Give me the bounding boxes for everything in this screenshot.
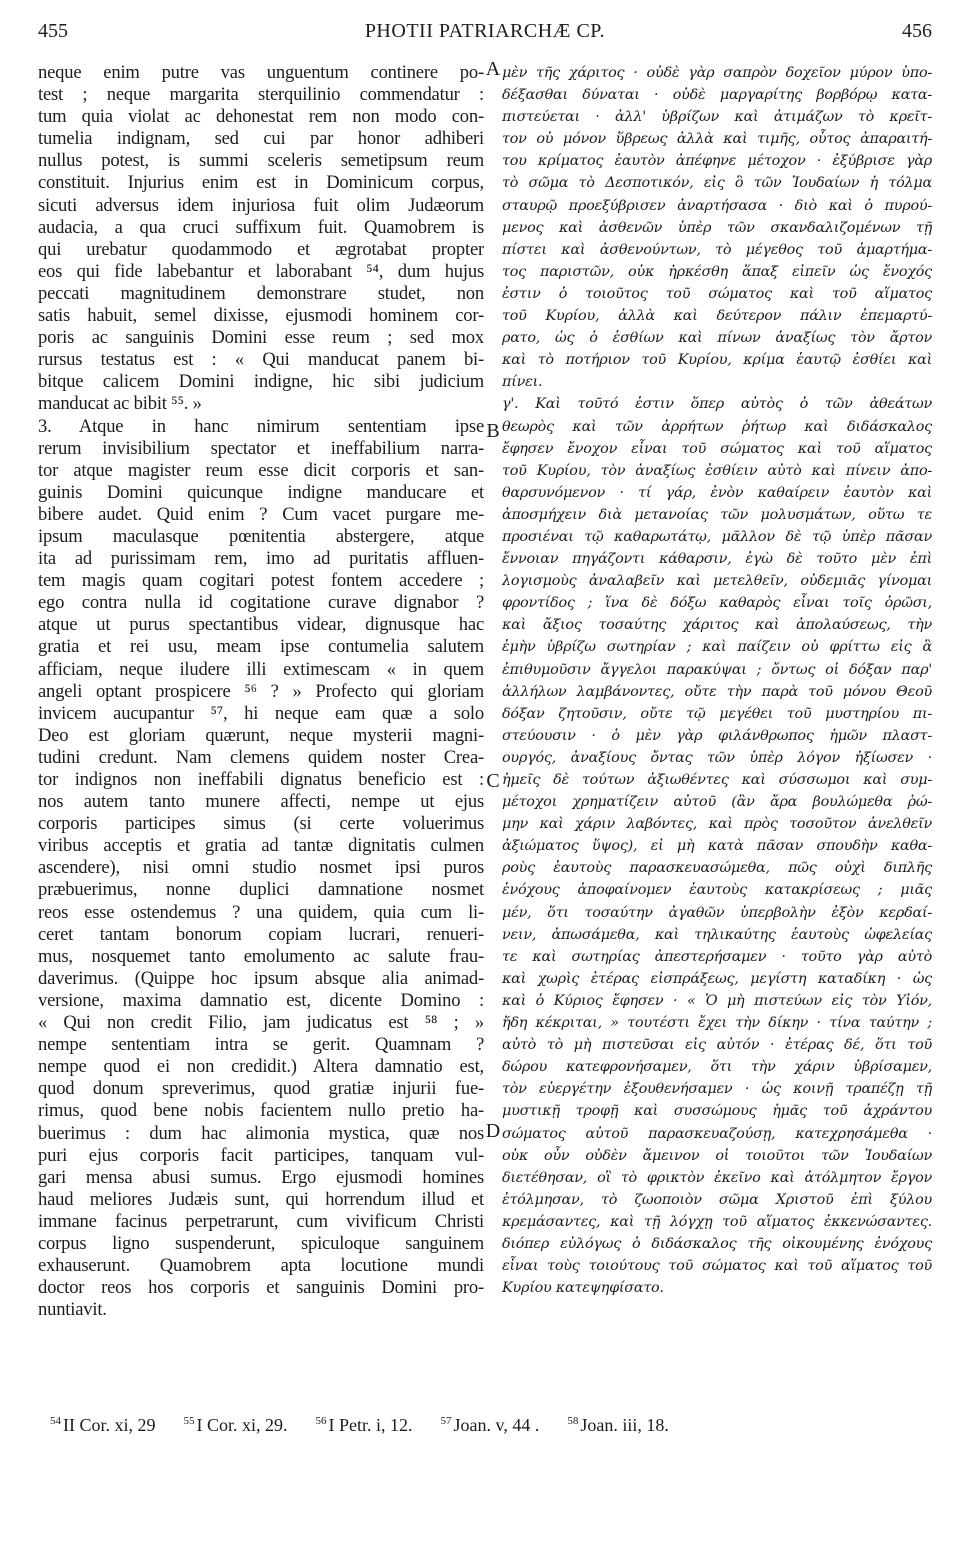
text-line: peccati magnitudinem demonstrare studet, non bbox=[38, 282, 484, 304]
text-line: eos qui fide labebantur et laborabant ⁵⁴, dum hujus bbox=[38, 260, 484, 282]
text-line: tum quia violat ac dehonestat rem non modo con- bbox=[38, 106, 484, 128]
text-line: θεωρὸς καὶ τῶν ἀρρήτων ῥήτωρ καὶ διδάσκαλος bbox=[502, 418, 932, 435]
text-line: buerimus : dum hac alimonia mystica, quæ nos bbox=[38, 1122, 484, 1144]
text-line: rerum invisibilium spectator et ineffabilium narra- bbox=[38, 437, 484, 459]
text-line: οὐκ οὖν οὐδὲν ἄμεινον οἱ τοιοῦτοι τῶν Ἰουδαίων bbox=[502, 1147, 932, 1164]
footnote-text: II Cor. xi, 29 bbox=[63, 1415, 156, 1435]
text-line: διετέθησαν, οἳ τὸ φρικτὸν ἐκεῖνο καὶ ἀτόλμητον ἔργον bbox=[502, 1169, 932, 1186]
text-line: μυστικῇ τροφῇ καὶ συσσώμους ἡμᾶς τοῦ ἀχράντου bbox=[502, 1103, 932, 1120]
text-line: δέξασθαι δύναται · οὐδὲ μαργαρίτης βορβόρῳ κατα- bbox=[502, 87, 932, 104]
text-line: αὐτὸ τὸ μὴ πιστεῦσαι εἰς αὐτόν · ἑτέρας δέ, ὅτι τοῦ bbox=[502, 1037, 932, 1054]
text-line: nullus potest, is summi sceleris semetipsum reum bbox=[38, 150, 484, 172]
footnote-number: 54 bbox=[50, 1415, 61, 1427]
text-line: bibere audet. Quid enim ? Cum vacet purgare me- bbox=[38, 503, 484, 525]
text-line: ἔννοιαν πηγάζοντι κάθαρσιν, ἐγὼ δὲ τοῦτο μὲν ἐπὶ bbox=[502, 551, 932, 568]
text-line: nos autem tanto munere affecti, nempe ut ejus bbox=[38, 791, 484, 813]
text-line: guinis Domini quicunque indigne manducare et bbox=[38, 481, 484, 503]
text-line: σώματος αὐτοῦ παρασκευαζούσῃ, κατεχρησάμεθα · bbox=[502, 1125, 932, 1142]
text-line: προσιέναι τῷ καθαρωτάτῳ, μᾶλλον δὲ τῷ ὑπὲρ πᾶσαν bbox=[502, 528, 932, 545]
text-line: manducat ac bibit ⁵⁵. » bbox=[38, 393, 202, 415]
text-line: μενος καὶ ἀσθενῶν ὑπὲρ τῶν σκανδαλιζομένων τῇ bbox=[502, 219, 932, 236]
text-line: ita ad purissimam rem, imo ad puritatis affluen- bbox=[38, 548, 484, 570]
text-line: νειν, ἀπωσάμεθα, καὶ τηλικαύτης ἑαυτοὺς ὠφελείας bbox=[502, 926, 932, 943]
footnote bbox=[50, 1415, 156, 1436]
text-line: μέν, ὅτι τοσαύτην ἀγαθῶν ὑπερβολὴν ἐξὸν κερδαί- bbox=[502, 904, 932, 921]
text-line: τὸ σῶμα τὸ Δεσποτικόν, εἰς ὃ τῶν Ἰουδαίων ἡ τόλμα bbox=[502, 175, 932, 192]
text-line: test ; neque margarita sterquilinio commendatur : bbox=[38, 84, 484, 106]
text-line: στεύουσιν · ὁ μὲν γὰρ φιλάνθρωπος ἡμῶν πλαστ- bbox=[502, 727, 932, 744]
text-line: διόπερ εὐλόγως ὁ διδάσκαλος τῆς οἰκουμένης ἐνόχους bbox=[502, 1235, 932, 1252]
text-line: rimus, quod bene nobis facientem nullo pretio ha- bbox=[38, 1100, 484, 1122]
text-line: ἀποσμήχειν διὰ μετανοίας τῶν μολυσμάτων, οὕτω τε bbox=[502, 506, 932, 523]
text-line: δόξαν ζητοῦσιν, οὔτε τῷ μεγέθει τοῦ μυστηρίου πι- bbox=[502, 705, 932, 722]
text-line: bitque calicem Domini indigne, hic sibi judicium bbox=[38, 371, 484, 393]
text-line: gratia et rei usu, meam ipse contumelia salutem bbox=[38, 636, 484, 658]
text-line: sicuti adversus idem injuriosa fuit olim Judæorum bbox=[38, 194, 484, 216]
footnote-text: Joan. iii, 18. bbox=[580, 1415, 669, 1435]
text-line: neque enim putre vas unguentum continere po- bbox=[38, 62, 484, 83]
text-line: ἐμὴν ὑβρίζω σωτηρίαν ; καὶ παίζειν οὐ φρίττω εἰς ἃ bbox=[502, 639, 932, 656]
footnotes bbox=[50, 1415, 930, 1436]
text-line: ἡμεῖς δὲ τούτων ἀξιωθέντες καὶ σύσσωμοι καὶ συμ- bbox=[502, 772, 932, 788]
text-line: ἀλλήλων λαμβάνοντες, οὔτε τὴν παρὰ τοῦ μόνου Θεοῦ bbox=[502, 683, 932, 700]
text-line: σταυρῷ προεξύβρισεν ἀναρτήσασα · διὸ καὶ ὁ πυρού- bbox=[502, 197, 932, 214]
text-line: καὶ ἄξιος τοσαύτης χάριτος καὶ ἀπολαύσεως, τὴν bbox=[502, 617, 932, 634]
text-line: Deo est gloriam quærunt, neque mysterii magni- bbox=[38, 724, 484, 746]
text-line: ροὺς ἑαυτοὺς παρασκευασώμεθα, πῶς οὐχὶ διπλῆς bbox=[502, 860, 932, 877]
text-line: constituit. Injurius enim est in Dominicum corpus, bbox=[38, 172, 484, 194]
text-line: doctor reos hos corporis et sanguinis Domini pro- bbox=[38, 1277, 484, 1299]
text-line: ουργός, ἀναξίους ὄντας τῶν ὑπὲρ λόγον ἠξίωσεν · bbox=[502, 749, 932, 766]
text-line: γ'. Καὶ τοῦτό ἐστιν ὅπερ αὐτὸς ὁ τῶν ἀθεάτων bbox=[502, 396, 932, 413]
text-line: ἐτόλμησαν, τὸ ζωοποιὸν σῶμα Χριστοῦ ἐπὶ ξύλου bbox=[502, 1191, 932, 1208]
text-line: tudini credunt. Nam clemens quidem noster Crea- bbox=[38, 746, 484, 768]
text-line: corporis participes simus (si certe voluerimus bbox=[38, 813, 484, 835]
text-line: gari mensa abusi sumus. Ergo ejusmodi homines bbox=[38, 1166, 484, 1188]
text-line: præbuerimus, nonne duplici damnatione nosmet bbox=[38, 879, 484, 901]
text-line: τε καὶ σωτηρίας ἀπεστερήσαμεν · τοῦτο γὰρ αὐτὸ bbox=[502, 948, 932, 965]
text-line: audacia, a qua cruci suffixum fuit. Quamobrem is bbox=[38, 216, 484, 238]
text-line: viribus acceptis et gratia ad tantæ dignitatis culmen bbox=[38, 835, 484, 857]
text-line: τοῦ Κυρίου, ἀλλὰ καὶ δεύτερον πάλιν ἐπεμαρτύ- bbox=[502, 308, 932, 325]
section-marker-c: C bbox=[486, 770, 500, 792]
text-line: afficiam, neque iludere illi extimescam « in quem bbox=[38, 658, 484, 680]
page-number-right: 456 bbox=[902, 20, 932, 42]
text-line: ascendere), nisi omni studio nosmet ipsi puros bbox=[38, 857, 484, 879]
text-line: qui urebatur quodammodo et ægrotabat propter bbox=[38, 238, 484, 260]
text-line: θαρσυνόμενον · τί γάρ, ἐνὸν καθαίρειν ἑαυτὸν καὶ bbox=[502, 484, 932, 501]
text-line: εἶναι τοὺς τοιούτους τοῦ σώματος καὶ τοῦ αἵματος τοῦ bbox=[502, 1258, 932, 1275]
text-line: rursus testatus est : « Qui manducat panem bi- bbox=[38, 349, 484, 371]
section-marker-d: D bbox=[485, 1120, 501, 1142]
footnote bbox=[316, 1415, 413, 1436]
text-line: 3. Atque in hanc nimirum sententiam ipse bbox=[38, 415, 484, 437]
text-line: του κρίματος ἑαυτὸν ἀπέφηνε μέτοχον · ἐξύβρισε γὰρ bbox=[502, 153, 932, 170]
text-line: tor atque magister reum esse dicit corporis et san- bbox=[38, 459, 484, 481]
footnote-number: 55 bbox=[183, 1415, 195, 1427]
text-line: φροντίδος ; ἵνα δὲ δόξω καθαρὸς εἶναι τοῖς ὁρῶσι, bbox=[502, 595, 932, 612]
text-line: ἐπιθυμοῦσιν ἄγγελοι παρακύψαι ; ὄντως οἱ δόξαν παρ' bbox=[502, 661, 932, 678]
text-line: πιστεύεται · ἀλλ' ὑβρίζων καὶ ἀτιμάζων τὸ κρεῖτ- bbox=[502, 109, 932, 126]
text-line: immane facinus perpetrarunt, cum vivificum Christi bbox=[38, 1210, 484, 1232]
text-line: τον οὐ μόνον ὕβρεως ἀλλὰ καὶ τιμῆς, οὗτος ἀπαραιτή- bbox=[502, 131, 932, 148]
text-line: quod donum spreverimus, quod gratiæ injurii fue- bbox=[38, 1078, 484, 1100]
text-line: τὸν εὐεργέτην ἐξουθενήσαμεν · ὡς κοινῇ τραπέζῃ τῇ bbox=[502, 1081, 932, 1098]
footnote bbox=[184, 1415, 288, 1436]
text-line: λογισμοὺς ἀναλαβεῖν καὶ μετελθεῖν, οὐδεμιᾶς γίνομαι bbox=[502, 573, 932, 590]
page-number-left: 455 bbox=[38, 20, 68, 42]
text-line: versione, maxima damnatio est, dicente Domino : bbox=[38, 989, 484, 1011]
text-line: ego contra nulla id cogitatione curave dignabor ? bbox=[38, 592, 484, 614]
text-line: δώρου κατεφρονήσαμεν, ὅτι τὴν χάριν ὑβρίσαμεν, bbox=[502, 1059, 932, 1076]
text-line: τος παριστῶν, οὐκ ἠρκέσθη ἅπαξ εἰπεῖν ὡς ἔνοχός bbox=[502, 263, 932, 280]
footnote bbox=[567, 1415, 669, 1436]
text-line: πίνει. bbox=[502, 374, 543, 391]
text-line: τοῦ Κυρίου, τὸν ἀναξίως ἐσθίειν αὐτὸ καὶ πίνειν ἀπο- bbox=[502, 462, 932, 479]
footnote bbox=[441, 1415, 540, 1436]
text-line: reos esse ostendemus ? una quidem, quia cum li- bbox=[38, 901, 484, 923]
text-line: ἐνόχους ἀποφαίνομεν ἑαυτοὺς κατακρίσεως ; μιᾶς bbox=[502, 882, 932, 899]
text-line: μὲν τῆς χάριτος · οὐδὲ γὰρ σαπρὸν δοχεῖον μύρον ὑπο- bbox=[502, 65, 932, 81]
text-line: tumelia indignam, sed cui par honor adhiberi bbox=[38, 128, 484, 150]
latin-column bbox=[38, 62, 484, 1321]
text-line: Κυρίου κατεψηφίσατο. bbox=[502, 1280, 664, 1297]
page-header bbox=[38, 20, 932, 48]
section-marker-a: A bbox=[485, 58, 501, 80]
text-line: καὶ χωρὶς ἑτέρας εἰσπράξεως, μεγίστη καταδίκη · ὡς bbox=[502, 970, 932, 987]
text-line: daverimus. (Quippe hoc ipsum absque alia animad- bbox=[38, 967, 484, 989]
text-line: haud meliores Judæis sunt, qui horrendum illud et bbox=[38, 1188, 484, 1210]
text-line: atque ut purus spectantibus videar, dignusque hac bbox=[38, 614, 484, 636]
greek-column bbox=[502, 62, 932, 1299]
text-line: μην καὶ χάριν λαβόντες, καὶ πρὸς τοσοῦτον ἀνελθεῖν bbox=[502, 816, 932, 833]
footnote-number: 58 bbox=[567, 1415, 579, 1427]
footnote-number: 56 bbox=[315, 1415, 327, 1427]
footnote-number: 57 bbox=[440, 1415, 452, 1427]
footnote-text: I Cor. xi, 29. bbox=[196, 1415, 288, 1435]
text-line: μέτοχοι χρηματίζειν αὐτοῦ (ἂν ἄρα βουλώμεθα ῥώ- bbox=[502, 794, 932, 811]
text-line: exhauserunt. Quamobrem apta locutione mundi bbox=[38, 1255, 484, 1277]
text-line: nempe sententiam intra se gerit. Quamnam ? bbox=[38, 1034, 484, 1056]
text-line: ἀξιώματος ὕψος), εἰ μὴ κατὰ πᾶσαν σπουδὴν καθα- bbox=[502, 838, 932, 855]
running-title: PHOTII PATRIARCHÆ CP. bbox=[364, 20, 606, 42]
text-line: ceret tantam bonorum copiam lucrari, renueri- bbox=[38, 923, 484, 945]
text-line: angeli optant prospicere ⁵⁶ ? » Profecto qui gloriam bbox=[38, 680, 484, 702]
text-line: poris ac sanguinis Domini esse reum ; sed mox bbox=[38, 327, 484, 349]
text-line: nempe quod ei non credidit.) Altera damnatio est, bbox=[38, 1056, 484, 1078]
text-line: καὶ ὁ Κύριος ἔφησεν · « Ὁ μὴ πιστεύων εἰς τὸν Υἱόν, bbox=[502, 992, 932, 1009]
text-line: ρατο, ὡς ὁ ἐσθίων καὶ πίνων ἀναξίως τὸν ἄρτον bbox=[502, 330, 932, 347]
text-line: πίστει καὶ ἀσθενούντων, τὸ μέγεθος τοῦ ἁμαρτήμα- bbox=[502, 241, 932, 258]
text-line: κρεμάσαντες, καὶ τῇ λόγχῃ τοῦ αἵματος ἐκκενώσαντες. bbox=[502, 1213, 932, 1230]
text-line: tor indignos non ineffabili dignatus beneficio est : bbox=[38, 769, 484, 790]
text-line: « Qui non credit Filio, jam judicatus est ⁵⁸ ; » bbox=[38, 1012, 484, 1034]
footnote-text: Joan. v, 44 . bbox=[453, 1415, 540, 1435]
text-line: ἤδη κέκριται, » τουτέστι ἔχει τὴν δίκην · τίνα ταύτην ; bbox=[502, 1015, 932, 1032]
text-line: tem magis quam cogitari potest fontem accedere ; bbox=[38, 570, 484, 592]
section-marker-b: B bbox=[486, 420, 500, 442]
text-line: ἔφησεν ἔνοχον εἶναι τοῦ σώματος καὶ τοῦ αἵματος bbox=[502, 440, 932, 457]
text-line: ἐστιν ὁ τοιοῦτος τοῦ σώματος καὶ τοῦ αἵματος bbox=[502, 285, 932, 302]
text-line: mus, nosquemet tanto emolumento ac salute frau- bbox=[38, 945, 484, 967]
text-line: invicem aucupantur ⁵⁷, hi neque eam quæ a solo bbox=[38, 702, 484, 724]
text-line: satis habuit, semel dixisse, ejusmodi hominem cor- bbox=[38, 305, 484, 327]
text-line: corpus ligno suspenderunt, spiculoque sanguinem bbox=[38, 1232, 484, 1254]
footnote-text: I Petr. i, 12. bbox=[328, 1415, 413, 1435]
text-line: nuntiavit. bbox=[38, 1299, 107, 1321]
text-line: ipsum maculasque pœnitentia abstergere, atque bbox=[38, 525, 484, 547]
text-line: puri ejus corporis facit participes, tanquam vul- bbox=[38, 1144, 484, 1166]
text-line: καὶ τὸ ποτήριον τοῦ Κυρίου, κρίμα ἑαυτῷ ἐσθίει καὶ bbox=[502, 352, 932, 369]
